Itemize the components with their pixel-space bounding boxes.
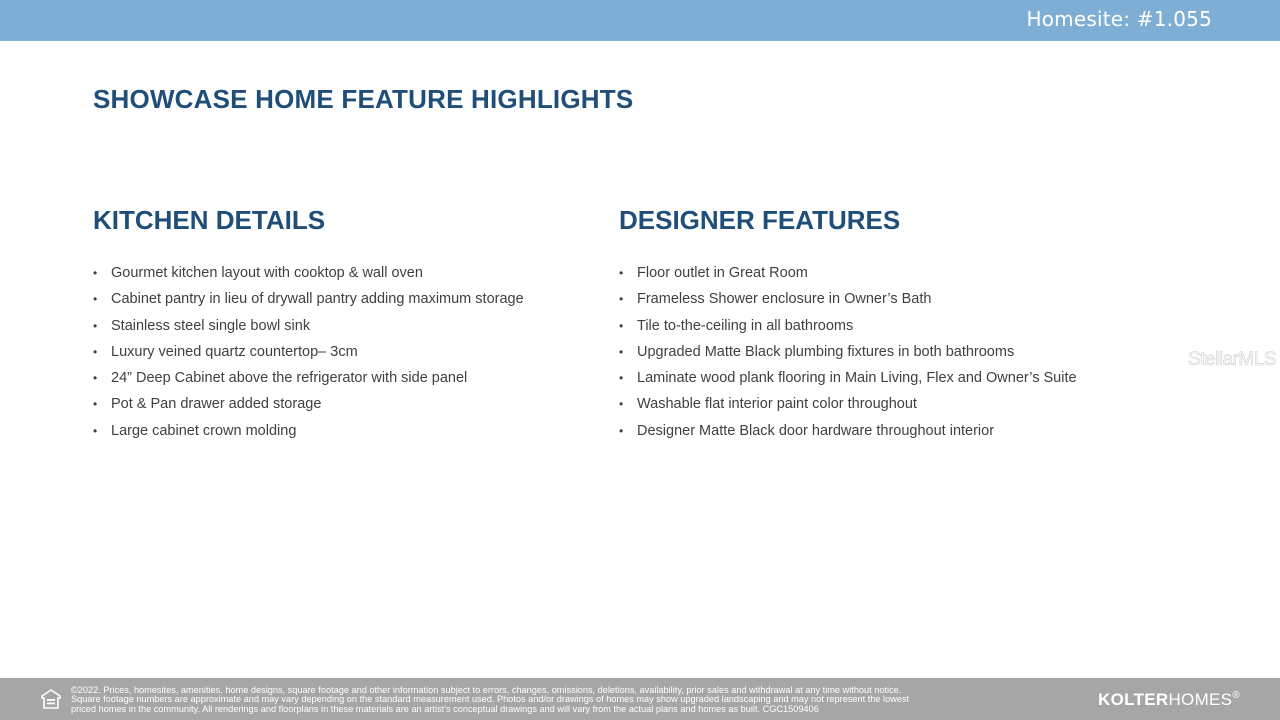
list-item: • Luxury veined quartz countertop– 3cm (93, 339, 613, 365)
bullet: • (93, 266, 98, 280)
homesite-label: Homesite: #1.055 (1026, 7, 1212, 31)
bullet: • (619, 371, 624, 386)
disclaimer-line: priced homes in the community. All renderings and floorplans in these materials are an artist’s conceptual drawings and will vary from the actual plans and homes as built. CGC1509406 (71, 703, 819, 714)
bullet: • (93, 292, 98, 307)
list-item: • Tile to-the-ceiling in all bathrooms (619, 313, 1179, 339)
list-item: • Large cabinet crown molding (93, 418, 613, 444)
disclaimer-line: Square footage numbers are approximate and may vary depending on the standard measurement used. Photos and/or drawings of homes may show upgraded landscaping and may not represent the lowest (71, 694, 910, 705)
bullet: • (619, 318, 624, 333)
bullet: • (93, 423, 98, 438)
bullet: • (619, 344, 624, 359)
kitchen-heading: KITCHEN DETAILS (93, 205, 326, 235)
mls-watermark: StellarMLS (1188, 349, 1276, 370)
list-item: • Laminate wood plank flooring in Main Living, Flex and Owner’s Suite (619, 365, 1179, 391)
list-item: • Stainless steel single bowl sink (93, 313, 613, 339)
list-item: • Pot & Pan drawer added storage (93, 391, 613, 417)
disclaimer-line: ©2022. Prices, homesites, amenities, home designs, square footage and other information subject to errors, changes, omissions, deletions, availability, prior sales and withdrawal at any time without notice. (71, 685, 902, 695)
list-item: • Designer Matte Black door hardware throughout interior (619, 418, 1179, 444)
bullet: • (93, 344, 98, 359)
designer-section (619, 205, 1179, 444)
bullet: • (93, 318, 98, 333)
list-item: • 24” Deep Cabinet above the refrigerator with side panel (93, 365, 613, 391)
top-bar (0, 0, 1280, 41)
page-title: SHOWCASE HOME FEATURE HIGHLIGHTS (93, 84, 634, 114)
bullet: • (93, 371, 98, 386)
kolter-homes-logo: KOLTERHOMES® (1098, 690, 1240, 709)
designer-heading: DESIGNER FEATURES (619, 205, 901, 235)
footer (0, 678, 1280, 720)
kitchen-section (93, 205, 613, 444)
bullet: • (93, 397, 98, 412)
equal-housing-icon (40, 688, 62, 710)
bullet: • (619, 397, 624, 412)
list-item: • Washable flat interior paint color throughout (619, 391, 1179, 417)
designer-list (619, 260, 1179, 444)
list-item: • Cabinet pantry in lieu of drywall pantry adding maximum storage (93, 286, 613, 312)
list-item: • Gourmet kitchen layout with cooktop & wall oven (93, 260, 613, 286)
bullet: • (619, 423, 624, 438)
list-item: • Upgraded Matte Black plumbing fixtures in both bathrooms (619, 339, 1179, 365)
bullet: • (619, 266, 624, 280)
list-item: • Floor outlet in Great Room (619, 260, 1179, 286)
legal-disclaimer (71, 686, 1101, 714)
bullet: • (619, 292, 624, 307)
kitchen-list (93, 260, 613, 444)
list-item: • Frameless Shower enclosure in Owner’s Bath (619, 286, 1179, 312)
